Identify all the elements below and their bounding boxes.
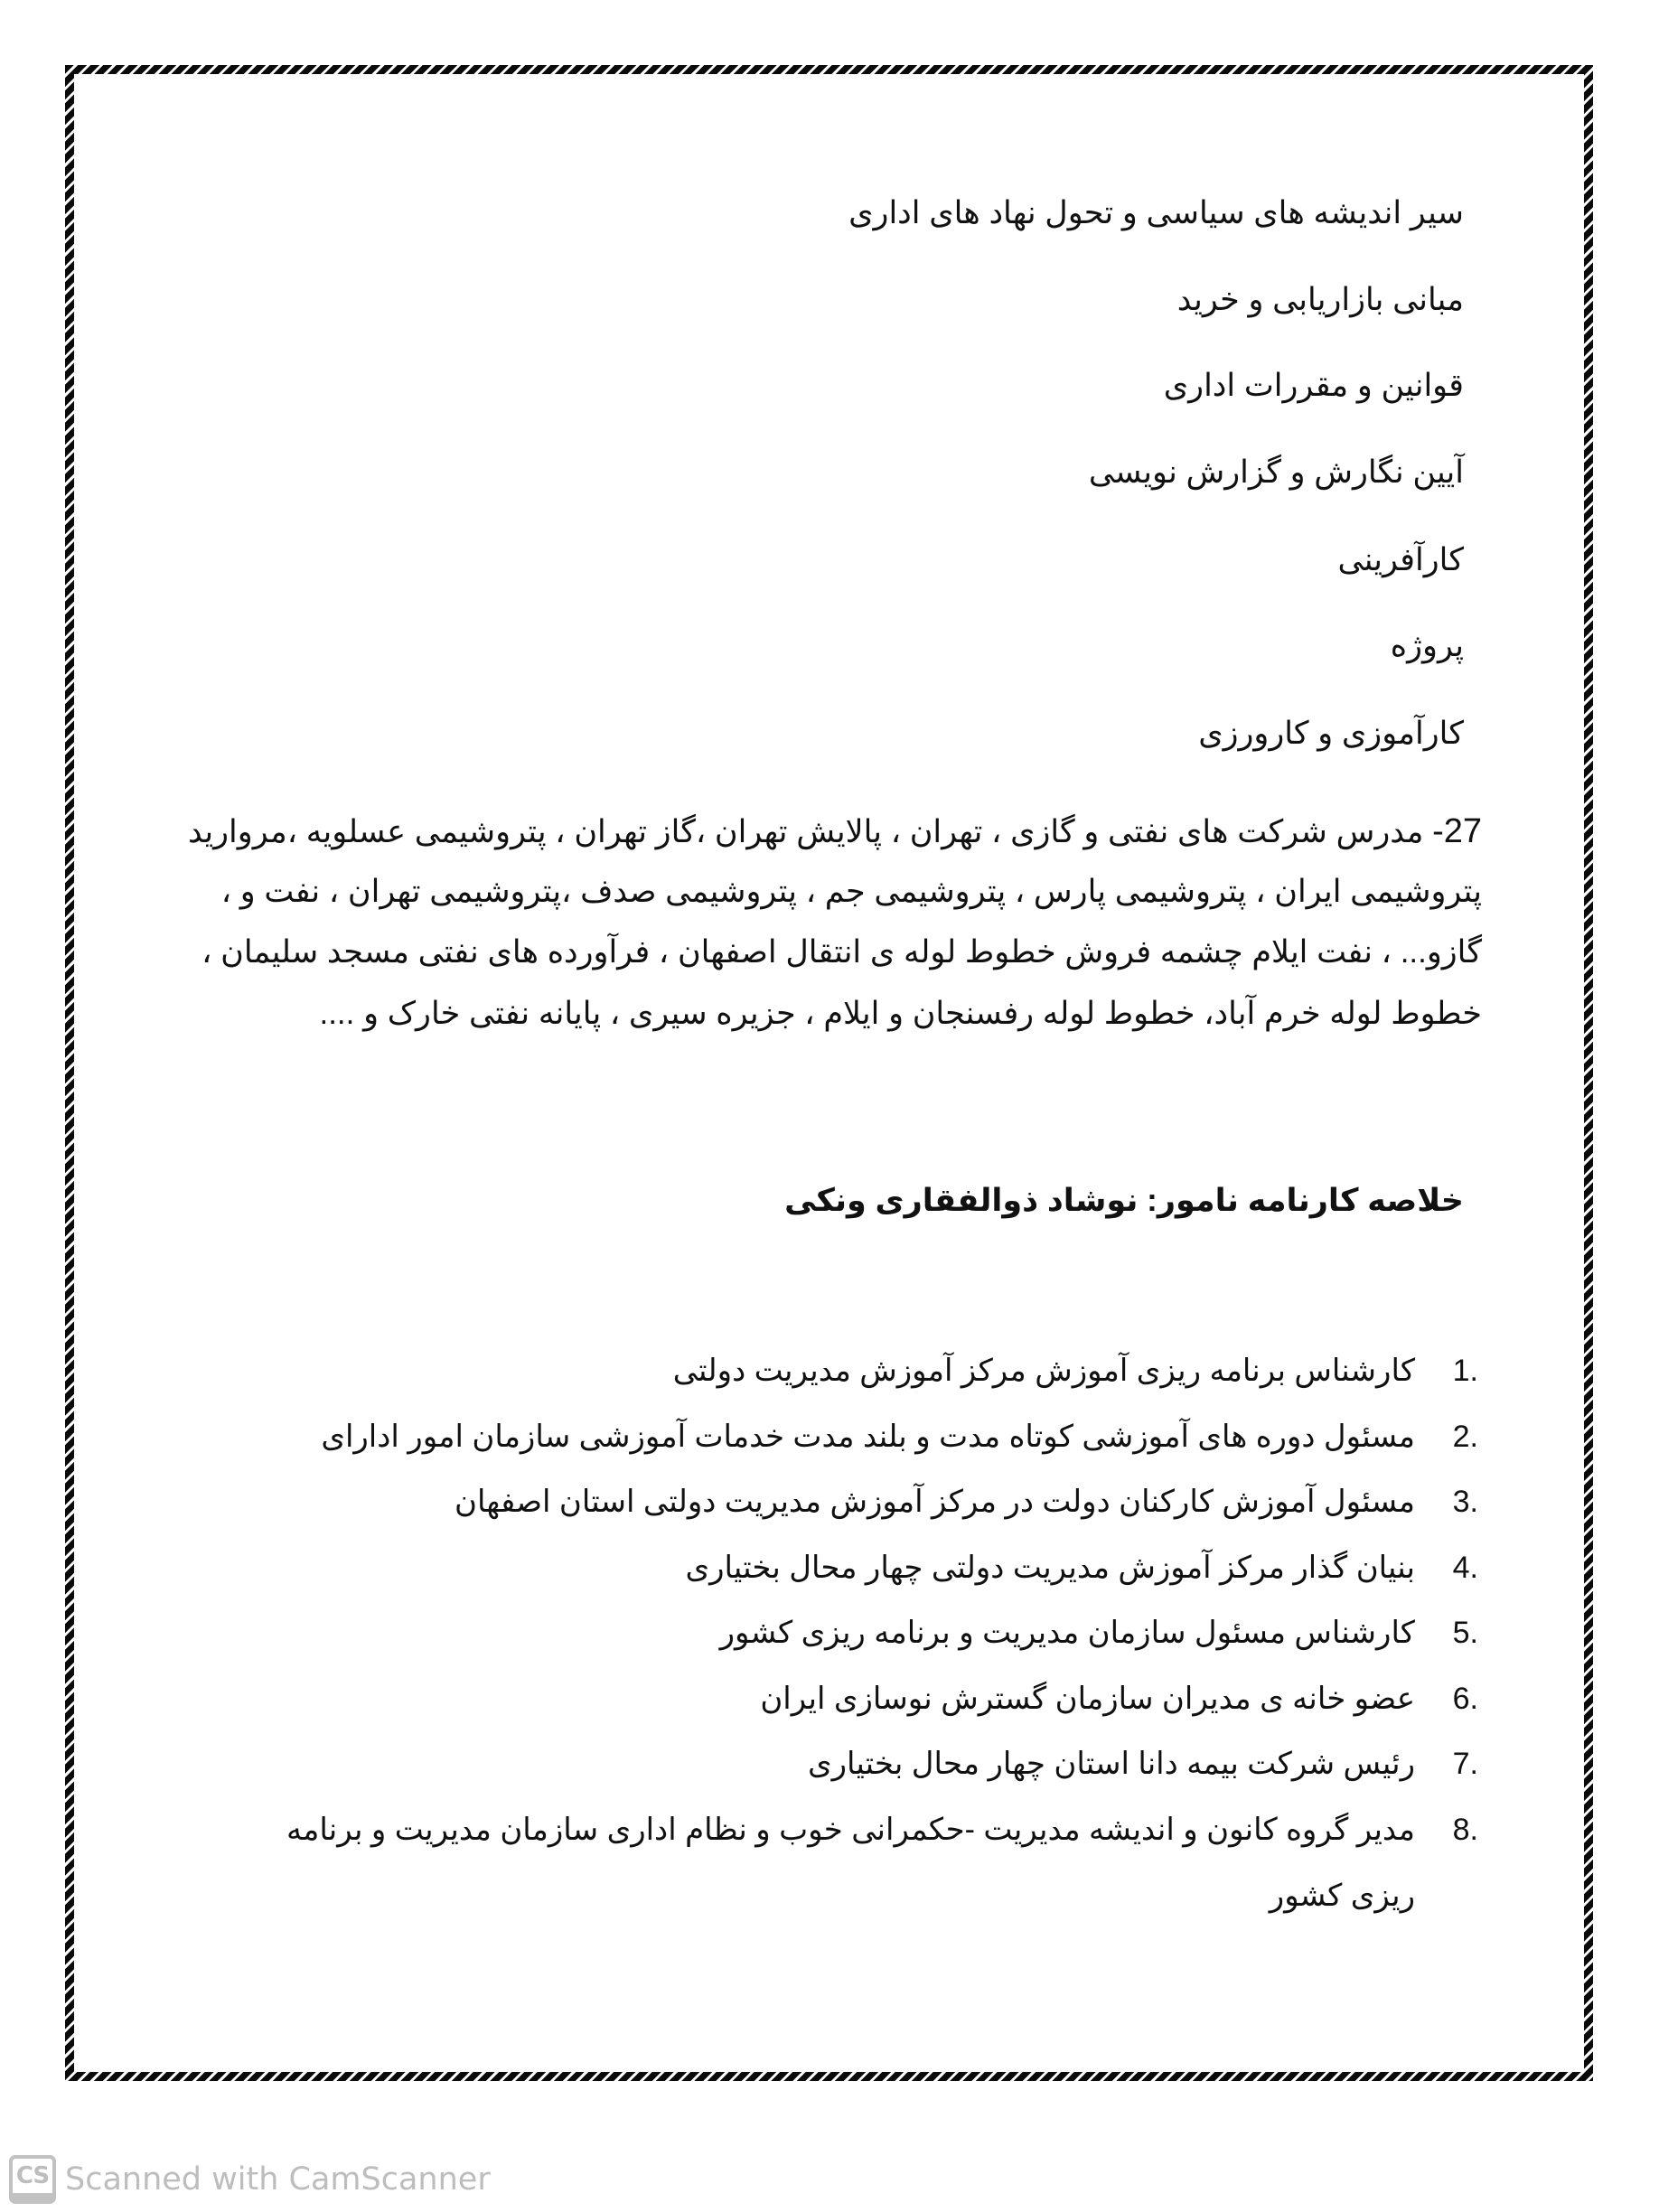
list-item-text: مدیر گروه کانون و اندیشه مدیریت -حکمرانی خوب و نظام اداری سازمان مدیریت و برنامه [286,1813,1415,1847]
subject-item: مبانی بازاریابی و خرید [1176,282,1464,317]
subject-item: پروژه [1390,628,1464,663]
teaching-paragraph-line: گازو... ، نفت ایلام چشمه فروش خطوط لوله ی انتقال اصفهان ، فرآورده های نفتی مسجد سلیمان ، [202,934,1482,970]
resume-list-item [454,1484,1478,1520]
resume-heading: خلاصه کارنامه نامور: نوشاد ذوالفقاری ونکی [784,1183,1464,1218]
list-marker: 3. [1452,1485,1478,1519]
resume-list-item [672,1353,1478,1389]
subject-item: کارآفرینی [1337,542,1464,577]
list-item-text: مسئول دوره های آموزشی کوتاه مدت و بلند مدت خدمات آموزشی سازمان امور ادارای [321,1420,1415,1454]
subject-item: سیر اندیشه های سیاسی و تحول نهاد های اداری [848,195,1464,230]
list-marker: 1. [1452,1354,1478,1388]
paragraph-number: 27- [1432,812,1482,850]
resume-list-item [719,1615,1478,1651]
list-item-text: بنیان گذار مرکز آموزش مدیریت دولتی چهار محال بختیاری [685,1551,1415,1585]
list-item-text: رئیس شرکت بیمه دانا استان چهار محال بختیاری [808,1747,1415,1781]
list-marker: 6. [1452,1682,1478,1716]
teaching-paragraph-line [188,813,1482,850]
resume-list-item-continuation: ریزی کشور [1269,1879,1415,1913]
list-marker: 8. [1452,1813,1478,1847]
resume-list-item [321,1419,1478,1455]
list-marker: 5. [1452,1616,1478,1650]
teaching-paragraph-line: پتروشیمی ایران ، پتروشیمی پارس ، پتروشیمی جم ، پتروشیمی صدف ،پتروشیمی تهران ، نفت و ، [220,874,1482,909]
camscanner-logo-icon: CS [9,2155,56,2204]
teaching-paragraph-line: خطوط لوله خرم آباد، خطوط لوله رفسنجان و ایلام ، جزیره سیری ، پایانه نفتی خارک و .... [319,996,1482,1031]
paragraph-text: مدرس شرکت های نفتی و گازی ، تهران ، پالایش تهران ،گاز تهران ، پتروشیمی عسلویه ،مروارید [188,814,1433,849]
subject-item: آیین نگارش و گزارش نویسی [1088,455,1464,490]
list-item-text: مسئول آموزش کارکنان دولت در مرکز آموزش مدیریت دولتی استان اصفهان [454,1485,1415,1519]
resume-list-item [760,1681,1478,1717]
resume-list-item [286,1812,1478,1848]
list-marker: 7. [1452,1747,1478,1781]
camscanner-watermark [9,2154,491,2205]
list-marker: 2. [1452,1420,1478,1454]
subject-item: قوانین و مقررات اداری [1163,368,1464,403]
list-item-text: کارشناس برنامه ریزی آموزش مرکز آموزش مدیریت دولتی [672,1354,1415,1388]
subject-item: کارآموزی و کارورزی [1198,716,1464,751]
list-item-text: کارشناس مسئول سازمان مدیریت و برنامه ریزی کشور [719,1616,1415,1650]
resume-list-item [808,1746,1478,1782]
list-marker: 4. [1452,1551,1478,1585]
resume-list-item [685,1550,1478,1586]
list-item-text: عضو خانه ی مدیران سازمان گسترش نوسازی ایران [760,1682,1415,1716]
camscanner-label: Scanned with CamScanner [65,2161,491,2198]
